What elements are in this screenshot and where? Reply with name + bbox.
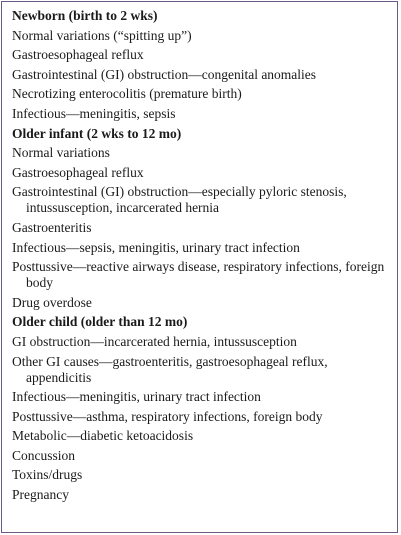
list-item: Gastrointestinal (GI) obstruction—especially pyloric stenosis, intussusception, incarcerated hernia <box>12 184 347 216</box>
list-item: Drug overdose <box>12 294 92 310</box>
list-item: Pregnancy <box>12 487 69 503</box>
list-item: Infectious—meningitis, sepsis <box>12 105 176 121</box>
list-item: GI obstruction—incarcerated hernia, intussusception <box>12 333 297 349</box>
list-item: Infectious—sepsis, meningitis, urinary tract infection <box>12 239 300 255</box>
list-item: Toxins/drugs <box>12 467 83 483</box>
list-item: Other GI causes—gastroenteritis, gastroesophageal reflux, appendicitis <box>12 353 328 385</box>
table-content <box>12 8 396 507</box>
list-item: Gastroenteritis <box>12 219 92 235</box>
list-item: Posttussive—reactive airways disease, respiratory infections, foreign body <box>12 259 385 291</box>
list-item: Gastroesophageal reflux <box>12 164 144 180</box>
section-heading: Newborn (birth to 2 wks) <box>12 8 158 23</box>
section-older-infant <box>12 126 396 311</box>
list-item: Gastrointestinal (GI) obstruction—congenital anomalies <box>12 66 317 82</box>
list-item: Infectious—meningitis, urinary tract infection <box>12 389 261 405</box>
section-newborn <box>12 8 396 122</box>
section-older-child <box>12 314 396 503</box>
list-item: Normal variations <box>12 145 110 161</box>
list-item: Posttussive—asthma, respiratory infections, foreign body <box>12 408 323 424</box>
list-item: Normal variations (“spitting up”) <box>12 27 192 43</box>
list-item: Gastroesophageal reflux <box>12 47 144 63</box>
section-heading: Older infant (2 wks to 12 mo) <box>12 125 182 141</box>
list-item: Concussion <box>12 447 76 463</box>
list-item: Necrotizing enterocolitis (premature birth) <box>12 86 242 102</box>
list-item: Metabolic—diabetic ketoacidosis <box>12 428 194 444</box>
section-heading: Older child (older than 12 mo) <box>12 314 188 330</box>
table-frame <box>1 1 398 533</box>
